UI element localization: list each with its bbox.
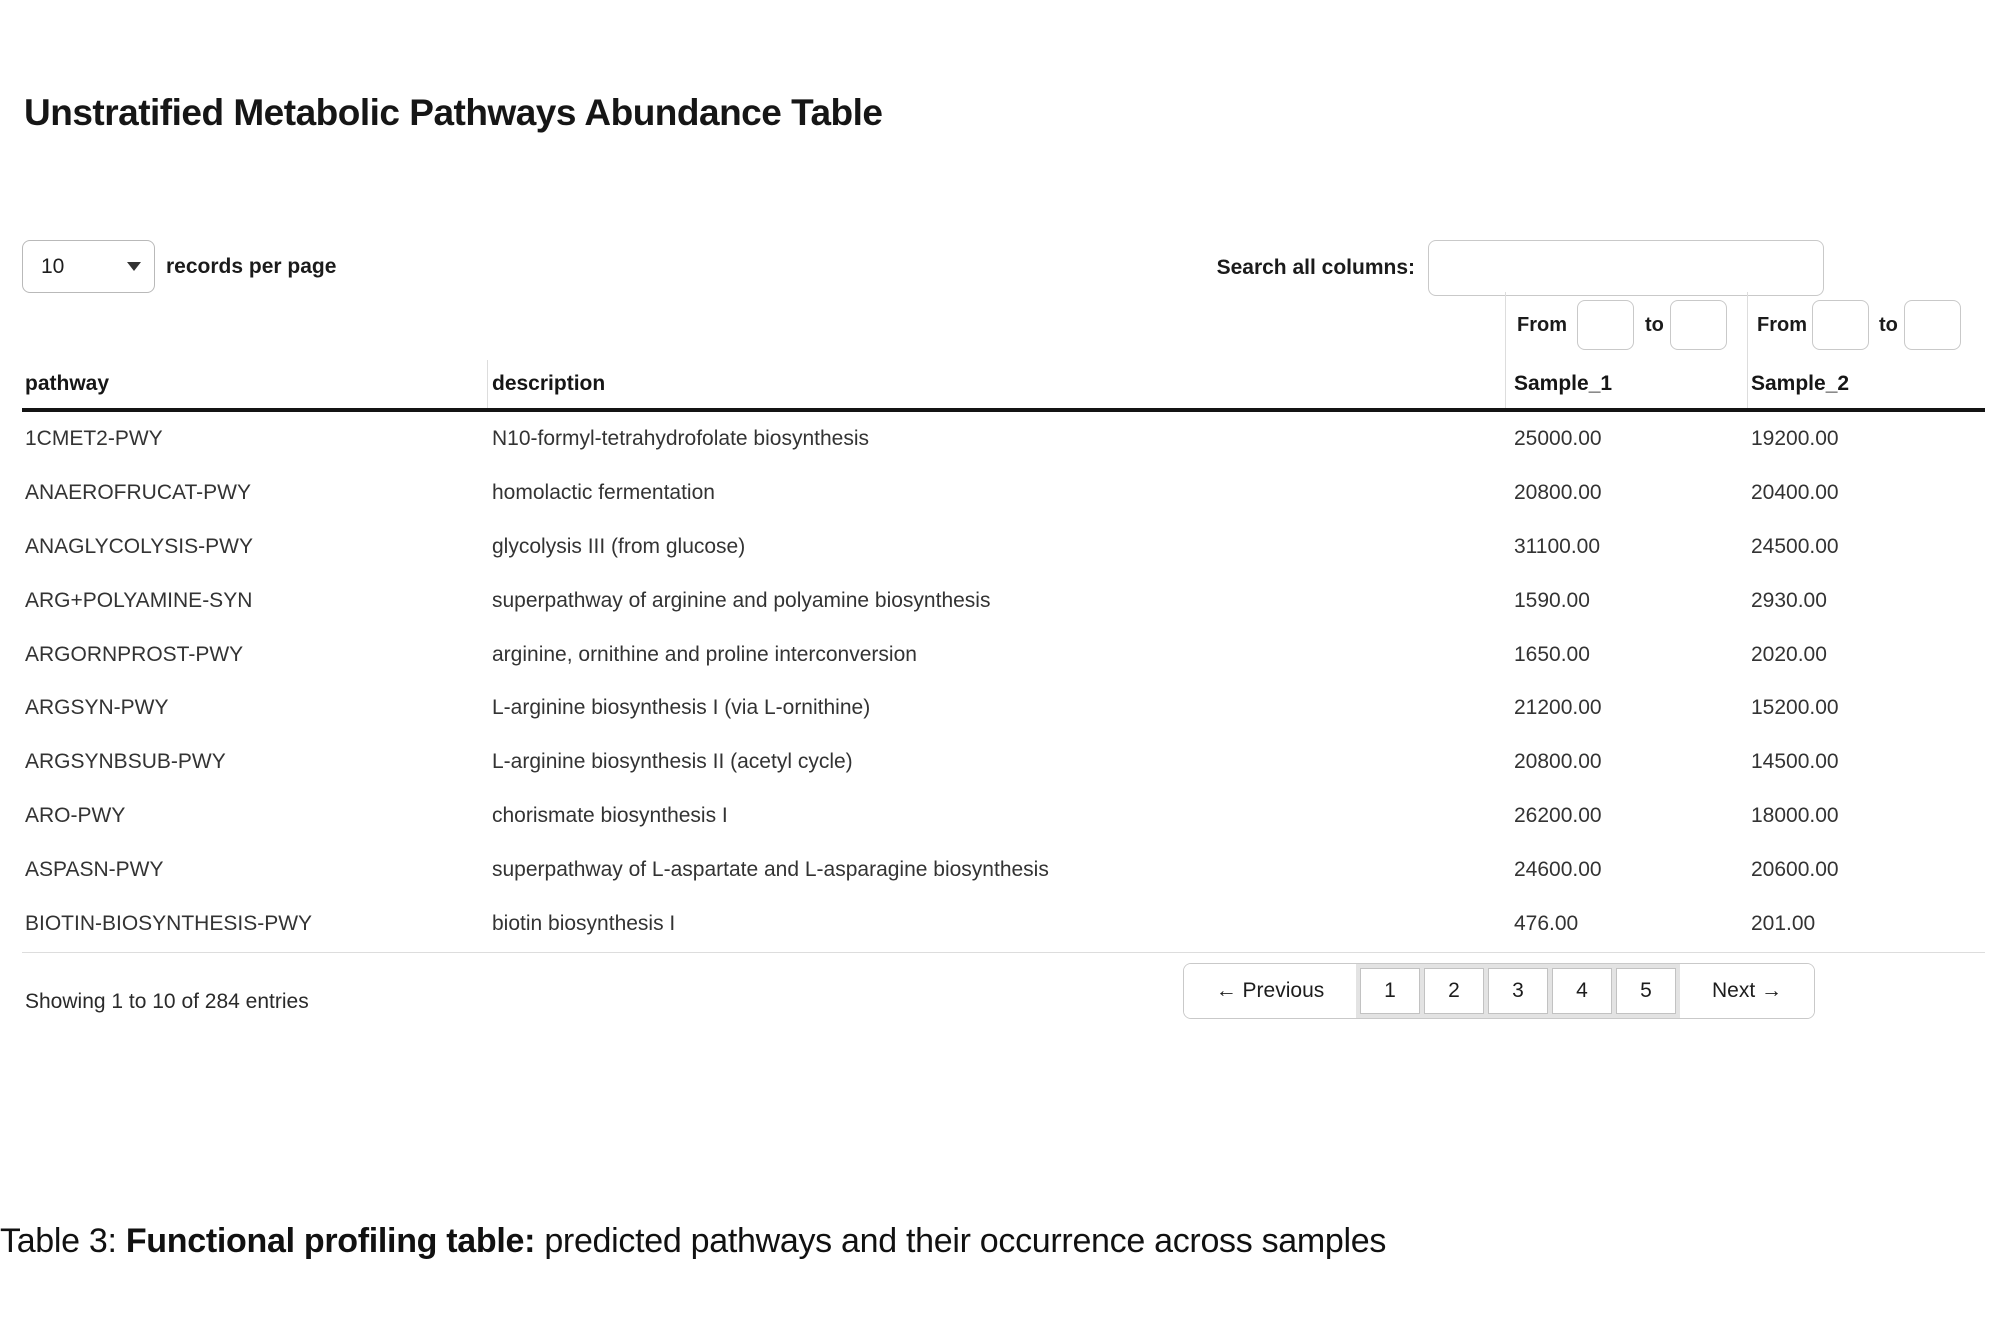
cell-sample2: 19200.00: [1751, 426, 1839, 450]
cell-sample2: 2930.00: [1751, 588, 1827, 612]
cell-sample1: 31100.00: [1514, 534, 1601, 558]
page-button-3[interactable]: 3: [1488, 968, 1548, 1014]
cell-description: arginine, ornithine and proline interconversion: [492, 642, 917, 666]
column-header-sample1[interactable]: Sample_1: [1514, 372, 1613, 395]
records-per-page-value: 10: [41, 254, 65, 278]
sample1-from-label: From: [1517, 314, 1567, 336]
cell-sample2: 14500.00: [1751, 750, 1839, 774]
cell-description: homolactic fermentation: [492, 480, 715, 504]
table-row: [22, 681, 1985, 735]
cell-pathway: 1CMET2-PWY: [25, 426, 163, 450]
cell-description: superpathway of L-aspartate and L-asparagine biosynthesis: [492, 858, 1049, 882]
page-button-1[interactable]: 1: [1360, 968, 1420, 1014]
search-label: Search all columns:: [1216, 256, 1415, 279]
page-button-5[interactable]: 5: [1616, 968, 1676, 1014]
cell-pathway: ANAEROFRUCAT-PWY: [25, 480, 251, 504]
sample2-from-label: From: [1757, 314, 1807, 336]
cell-sample2: 2020.00: [1751, 642, 1827, 666]
sample2-to-input[interactable]: [1904, 300, 1961, 350]
cell-description: superpathway of arginine and polyamine biosynthesis: [492, 588, 991, 612]
cell-sample2: 20400.00: [1751, 480, 1839, 504]
next-page-button[interactable]: Next →: [1680, 964, 1814, 1018]
table-header-row: [22, 360, 1985, 408]
sample2-to-label: to: [1879, 314, 1898, 336]
column-header-description[interactable]: description: [492, 372, 606, 395]
sample1-from-input[interactable]: [1577, 300, 1634, 350]
cell-sample1: 26200.00: [1514, 804, 1602, 828]
sample1-to-label: to: [1645, 314, 1664, 336]
cell-sample2: 201.00: [1751, 911, 1816, 935]
page-button-4[interactable]: 4: [1552, 968, 1612, 1014]
cell-sample2: 18000.00: [1751, 804, 1839, 828]
cell-description: chorismate biosynthesis I: [492, 804, 728, 828]
previous-page-button[interactable]: ← Previous: [1184, 964, 1356, 1018]
column-header-sample2[interactable]: Sample_2: [1751, 372, 1850, 395]
records-per-page-label: records per page: [166, 255, 337, 278]
table-row: [22, 843, 1985, 897]
cell-pathway: ARG+POLYAMINE-SYN: [25, 588, 253, 612]
caption-bold: Functional profiling table:: [125, 1222, 536, 1260]
cell-pathway: ANAGLYCOLYSIS-PWY: [25, 534, 253, 558]
table-row: [22, 735, 1985, 789]
column-header-pathway[interactable]: pathway: [25, 372, 110, 395]
table-row: [22, 789, 1985, 843]
cell-pathway: ARGORNPROST-PWY: [25, 642, 244, 666]
cell-sample2: 24500.00: [1751, 534, 1839, 558]
cell-pathway: ASPASN-PWY: [25, 858, 164, 882]
cell-pathway: ARO-PWY: [25, 804, 126, 828]
cell-pathway: BIOTIN-BIOSYNTHESIS-PWY: [25, 911, 313, 935]
table-row: [22, 897, 1985, 951]
entries-info: Showing 1 to 10 of 284 entries: [25, 990, 309, 1013]
cell-sample1: 20800.00: [1514, 750, 1602, 774]
table-row: [22, 466, 1985, 520]
sample1-to-input[interactable]: [1670, 300, 1727, 350]
cell-description: N10-formyl-tetrahydrofolate biosynthesis: [492, 426, 869, 450]
cell-sample1: 476.00: [1514, 911, 1579, 935]
cell-sample1: 1650.00: [1514, 642, 1590, 666]
search-input[interactable]: [1428, 240, 1824, 296]
cell-pathway: ARGSYNBSUB-PWY: [25, 750, 226, 774]
page-title: Unstratified Metabolic Pathways Abundance Table: [24, 92, 883, 133]
records-per-page-select[interactable]: [22, 240, 155, 293]
pagination: [1183, 963, 1815, 1019]
page-number-group: [1356, 964, 1680, 1018]
caption-prefix: Table 3:: [0, 1222, 126, 1260]
table-row: [22, 412, 1985, 466]
cell-sample1: 24600.00: [1514, 858, 1602, 882]
cell-sample1: 1590.00: [1514, 588, 1590, 612]
table-bottom-rule: [22, 952, 1985, 953]
table-row: [22, 520, 1985, 574]
cell-sample1: 20800.00: [1514, 480, 1602, 504]
cell-sample1: 25000.00: [1514, 426, 1602, 450]
cell-sample2: 20600.00: [1751, 858, 1839, 882]
page-button-2[interactable]: 2: [1424, 968, 1484, 1014]
caption-rest: predicted pathways and their occurrence across samples: [535, 1222, 1387, 1260]
chevron-down-icon: [127, 262, 141, 271]
cell-sample2: 15200.00: [1751, 696, 1839, 720]
cell-description: L-arginine biosynthesis I (via L-ornithine): [492, 696, 871, 720]
cell-description: biotin biosynthesis I: [492, 911, 676, 935]
table-body: [22, 412, 1985, 951]
cell-pathway: ARGSYN-PWY: [25, 696, 169, 720]
cell-sample1: 21200.00: [1514, 696, 1602, 720]
table-row: [22, 574, 1985, 628]
cell-description: glycolysis III (from glucose): [492, 534, 746, 558]
table-caption: [0, 1222, 1386, 1261]
sample2-from-input[interactable]: [1812, 300, 1869, 350]
table-row: [22, 628, 1985, 682]
cell-description: L-arginine biosynthesis II (acetyl cycle): [492, 750, 853, 774]
